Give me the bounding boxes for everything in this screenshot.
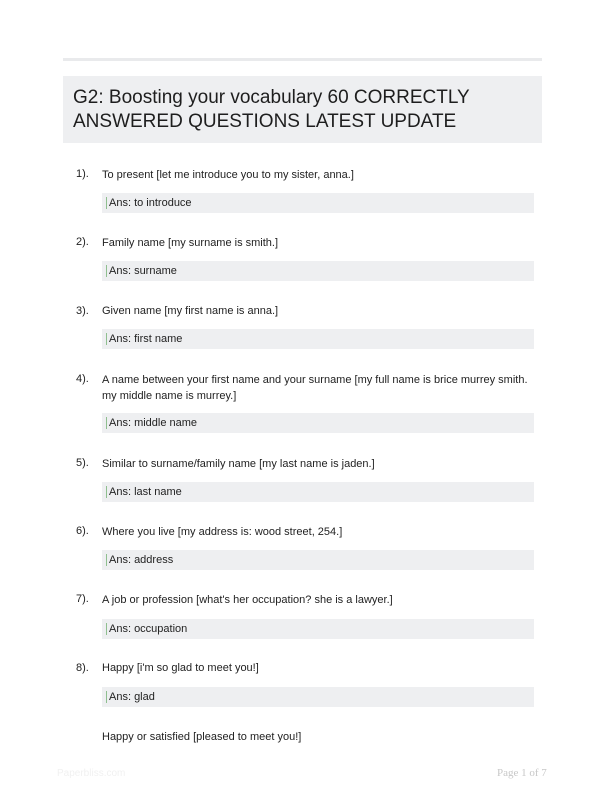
- answer-box: Ans: glad: [102, 687, 534, 707]
- question-text: A name between your first name and your surname [my full name is brice murrey smith. my middle name is murrey.]: [102, 374, 528, 402]
- question-text: Family name [my surname is smith.]: [102, 237, 279, 249]
- answer-box: Ans: to introduce: [102, 193, 534, 213]
- question-number: 8).: [76, 662, 89, 674]
- document-title: G2: Boosting your vocabulary 60 CORRECTLY ANSWERED QUESTIONS LATEST UPDATE: [73, 87, 470, 132]
- question-number: 4).: [76, 373, 89, 385]
- footer-watermark: Paperbliss.com: [57, 768, 126, 779]
- answer-box: Ans: occupation: [102, 619, 534, 639]
- question-text: Similar to surname/family name [my last name is jaden.]: [102, 458, 375, 470]
- question-text: Happy or satisfied [pleased to meet you!]: [102, 731, 302, 743]
- question-number: 2).: [76, 236, 89, 248]
- question-text: To present [let me introduce you to my sister, anna.]: [102, 169, 354, 181]
- answer-box: Ans: last name: [102, 482, 534, 502]
- question-number: 1).: [76, 168, 89, 180]
- answer-box: Ans: first name: [102, 329, 534, 349]
- question-text: A job or profession [what's her occupation? she is a lawyer.]: [102, 594, 393, 606]
- answer-box: Ans: middle name: [102, 413, 534, 433]
- answer-box: Ans: surname: [102, 261, 534, 281]
- page-indicator: Page 1 of 7: [497, 767, 547, 779]
- question-number: 5).: [76, 457, 89, 469]
- answer-box: Ans: address: [102, 550, 534, 570]
- question-number: 6).: [76, 525, 89, 537]
- question-text: Given name [my first name is anna.]: [102, 305, 279, 317]
- question-text: Where you live [my address is: wood street, 254.]: [102, 526, 343, 538]
- question-text: Happy [i'm so glad to meet you!]: [102, 662, 259, 674]
- question-number: 3).: [76, 305, 89, 317]
- question-number: 7).: [76, 593, 89, 605]
